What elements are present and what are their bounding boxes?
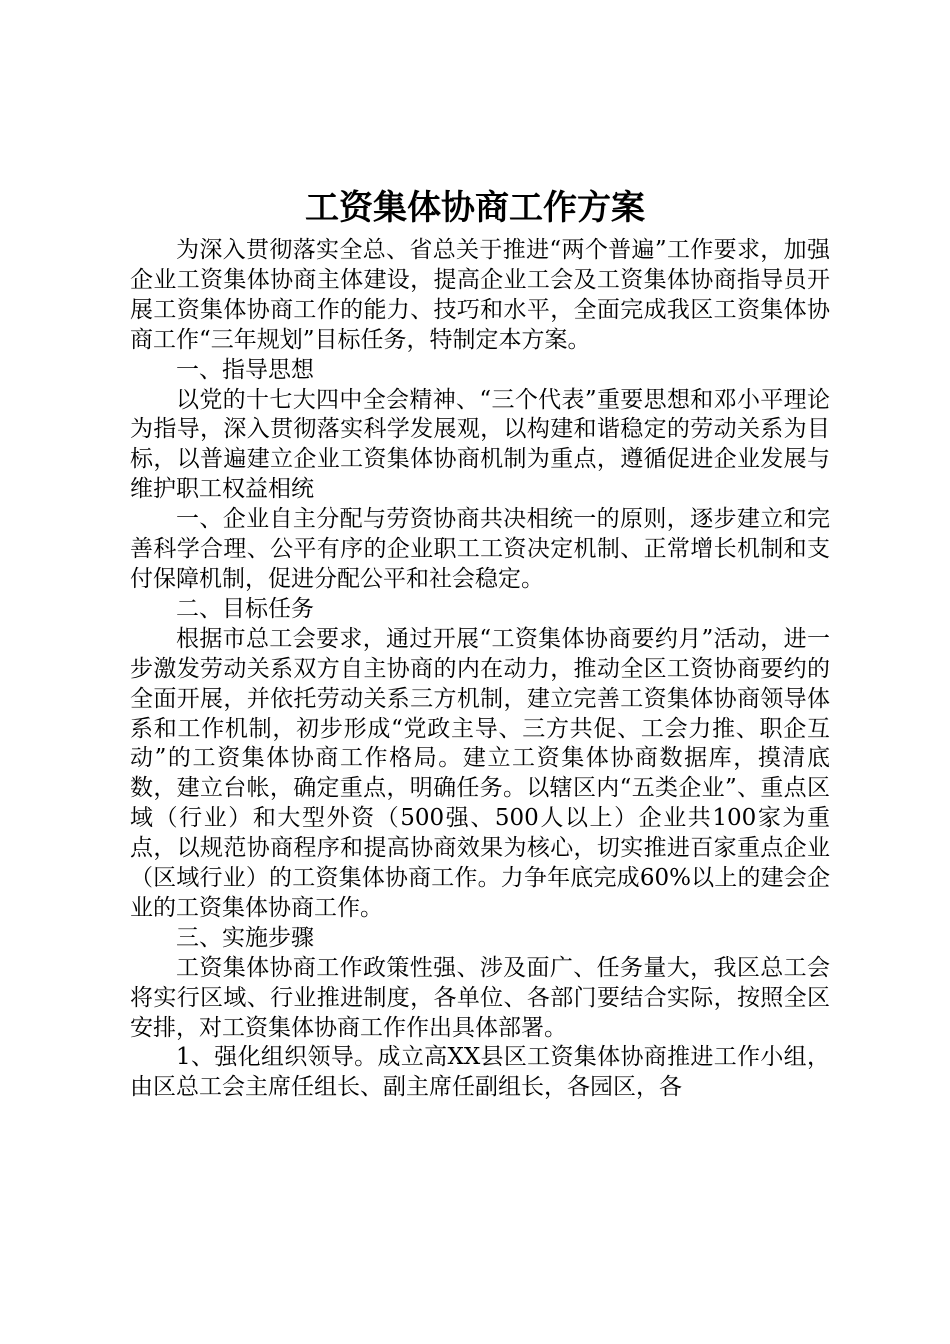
paragraph-implementation: 工资集体协商工作政策性强、涉及面广、任务量大，我区总工会将实行区域、行业推进制度，各单位、各部门要结合实际，按照全区安排，对工资集体协商工作作出具体部署。	[130, 954, 830, 1041]
document-body	[130, 236, 830, 1103]
heading-goals: 二、目标任务	[176, 595, 314, 622]
document-title: 工资集体协商工作方案	[305, 188, 645, 228]
heading-implementation-steps: 三、实施步骤	[176, 924, 314, 951]
paragraph-intro: 为深入贯彻落实全总、省总关于推进“两个普遍”工作要求，加强企业工资集体协商主体建设，提高企业工会及工资集体协商指导员开展工资集体协商工作的能力、技巧和水平，全面完成我区工资集体协商工作“三年规划”目标任务，特制定本方案。	[130, 237, 830, 353]
paragraph-guiding-ideology: 以党的十七大四中全会精神、“三个代表”重要思想和邓小平理论为指导，深入贯彻落实科学发展观，以构建和谐稳定的劳动关系为目标，以普遍建立企业工资集体协商机制为重点，遵循促进企业发展与维护职工权益相统	[130, 386, 830, 503]
paragraph-principle: 一、企业自主分配与劳资协商共决相统一的原则，逐步建立和完善科学合理、公平有序的企业职工工资决定机制、正常增长机制和支付保障机制，促进分配公平和社会稳定。	[130, 506, 830, 592]
paragraph-goals: 根据市总工会要求，通过开展“工资集体协商要约月”活动，进一步激发劳动关系双方自主协商的内在动力，推动全区工资协商要约的全面开展，并依托劳动关系三方机制，建立完善工资集体协商领导体系和工作机制，初步形成“党政主导、三方共促、工会力推、职企互动”的工资集体协商工作格局。建立工资集体协商数据库，摸清底数，建立台帐，确定重点，明确任务。以辖区内“五类企业”、重点区域（行业）和大型外资（500强、500人以上）企业共100家为重点，以规范协商程序和提高协商效果为核心，切实推进百家重点企业（区域行业）的工资集体协商工作。力争年底完成60%以上的建会企业的工资集体协商工作。	[130, 625, 830, 921]
heading-guiding-ideology: 一、指导思想	[176, 356, 314, 383]
paragraph-step-1: 1、强化组织领导。成立高XX县区工资集体协商推进工作小组，由区总工会主席任组长、副主席任副组长，各园区，各	[130, 1044, 830, 1101]
